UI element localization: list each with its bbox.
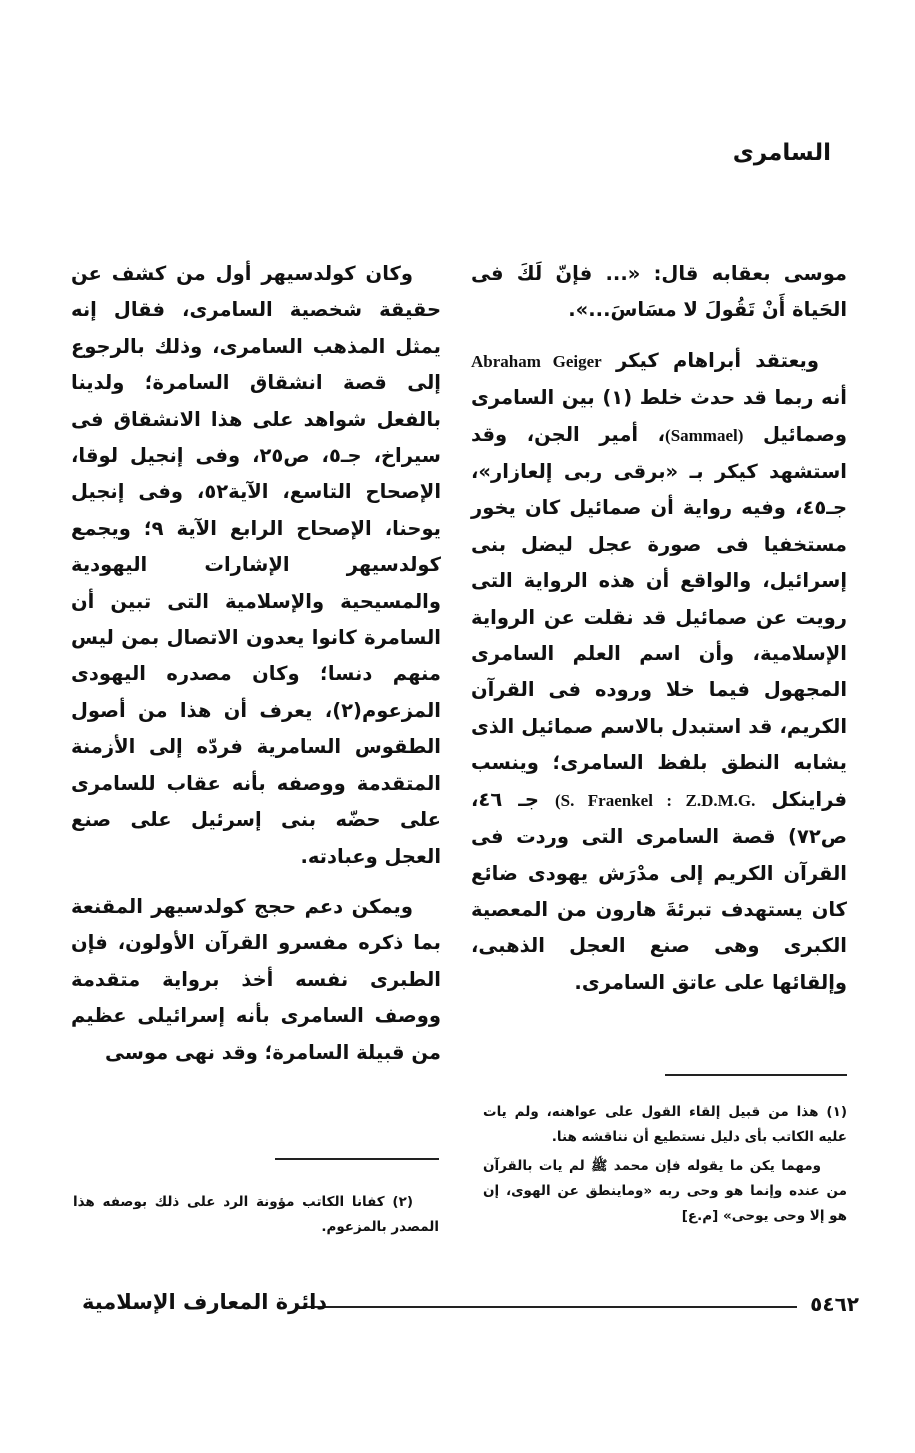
footnote-1: (١) هذا من قبيل إلقاء القول على عواهنه، ولم يات عليه الكاتب بأى دليل نستطيع أن نناقشه هنا. <box>483 1104 847 1145</box>
publication-title: دائرة المعارف الإسلامية <box>82 1290 328 1314</box>
footnotes-right-column <box>483 1100 847 1229</box>
footnote-1-continuation: ومهما يكن ما يقوله فإن محمد ﷺ لم يات بالقرآن من عنده وإنما هو وحى ربه «وماينطق عن الهوى، إن هو إلا وحى يوحى» [م.ع] <box>483 1158 847 1224</box>
paragraph-quote-continuation: موسى بعقابه قال: «... فإنّ لَكَ فى الحَياة أَنْ تَقُولَ لا مسَاسَ...». <box>471 262 847 322</box>
footnote-2: (٢) كفانا الكاتب مؤونة الرد على ذلك بوصفه هذا المصدر بالمزعوم. <box>73 1194 439 1235</box>
latin-name-sammael: (Sammael) <box>665 425 744 445</box>
text-run: جـ ٤٦، ص٧٢) قصة السامرى التى وردت فى القرآن الكريم إلى مدْرَش يهودى ضائع كان يستهدف تبرئةَ هارون من المعصية الكبرى وهى صنع العجل الذهبى، وإلقائها على عاتق السامرى. <box>471 787 847 994</box>
footnote-divider <box>275 1158 439 1160</box>
latin-citation-fraenkel: (S. Fraenkel : Z.D.M.G. <box>554 790 756 810</box>
text-run: أنه ربما قد حدث خلط (١) بين السامرى وصمائيل <box>471 386 847 446</box>
page-number: ٥٤٦٢ <box>810 1292 859 1316</box>
right-text-column <box>471 256 847 1001</box>
left-text-column <box>71 256 441 1071</box>
text-run: ، أمير الجن، وقد استشهد كيكر بـ «برقى ربى إلعازار»، جـ٤٥، وفيه رواية أن صمائيل كان يخور مستخفيا فى صورة عجل ليضل بنى إسرائيل، والواقع أن هذه الرواية التى رويت عن صمائيل قد نقلت عن الرواية الإسلامية، وأن اسم العلم السامرى المجهول فيما خلا وروده فى القرآن الكريم، قد استبدل بالاسم صمائيل الذى يشابه النطق بلفظ السامرى؛ وينسب فراينكل <box>471 422 847 811</box>
latin-name-geiger: Abraham Geiger <box>471 351 602 371</box>
paragraph-tabari: ويمكن دعم حجج كولدسيهر المقنعة بما ذكره مفسرو القرآن الأولون، فإن الطبرى نفسه أخذ برواية متقدمة ووصف السامرى بأنه إسرائيلى عظيم من قبيلة السامرة؛ وقد نهى موسى <box>71 894 441 1064</box>
text-run: ويعتقد أبراهام كيكر <box>616 348 819 372</box>
footnote-divider <box>665 1074 847 1076</box>
footnotes-left-column <box>73 1190 439 1240</box>
paragraph-geiger <box>471 343 847 1001</box>
running-head-title: السامرى <box>732 140 831 166</box>
paragraph-goldziher: وكان كولدسيهر أول من كشف عن حقيقة شخصية السامرى، فقال إنه يمثل المذهب السامرى، وذلك بالرجوع إلى قصة انشقاق السامرة؛ ولدينا بالفعل شواهد على هذا الانشقاق فى سيراخ، جـ٥، ص٢٥، وفى إنجيل لوقا، الإصحاح التاسع، الآية٥٢، وفى إنجيل يوحنا، الإصحاح الرابع الآية ٩؛ ويجمع كولدسيهر الإشارات اليهودية والمسيحية والإسلامية التى تبين أن السامرة كانوا يعدون الاتصال بمن ليس منهم دنسا؛ وكان مصدره اليهودى المزعوم(٢)، يعرف أن هذا من أصول الطقوس السامرية فردّه إلى الأزمنة المتقدمة ووصفه بأنه عقاب للسامرى على حضّه بنى إسرئيل على صنع العجل وعبادته. <box>71 262 441 868</box>
footer-divider <box>303 1306 797 1308</box>
